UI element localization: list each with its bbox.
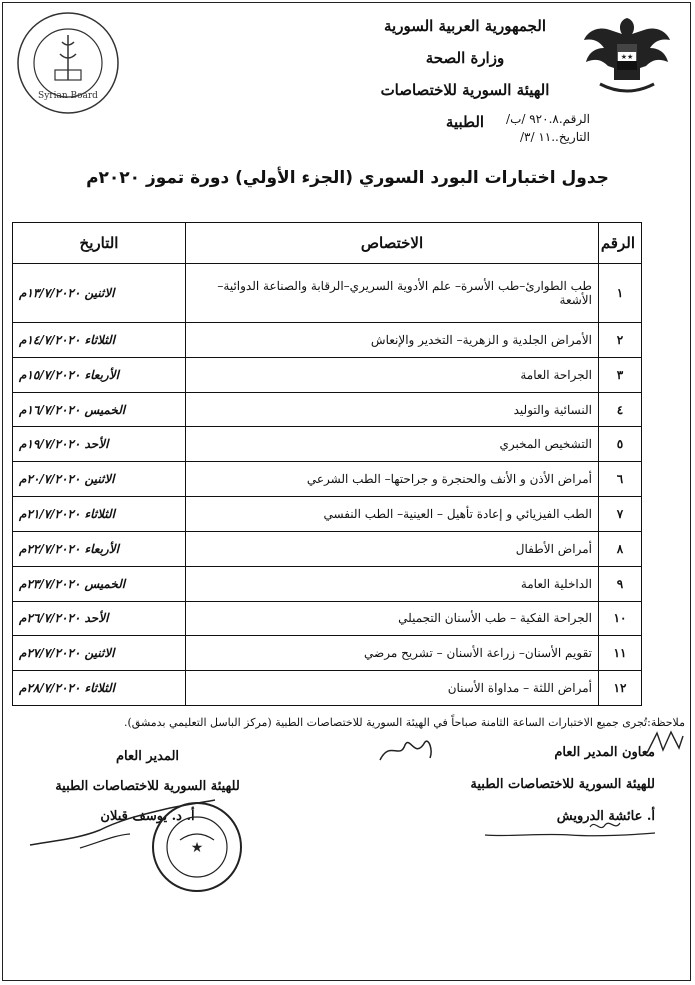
row-number: ١ xyxy=(599,264,642,323)
syrian-eagle-emblem-icon xyxy=(580,8,675,100)
row-number: ٤ xyxy=(599,392,642,427)
table-row xyxy=(13,462,642,497)
row-number: ١٢ xyxy=(599,671,642,706)
table-row xyxy=(13,392,642,427)
director-title: المدير العام xyxy=(115,749,180,764)
row-specialty: طب الطوارئ–طب الأسرة– علم الأدوية السريري–الرقابة والصناعة الدوائية– الأشعة xyxy=(186,264,599,323)
deputy-handwritten-signature-icon xyxy=(480,815,660,845)
exam-schedule-table xyxy=(12,222,642,706)
row-specialty: الجراحة العامة xyxy=(186,357,599,392)
deputy-name: أ. عائشة الدرويش xyxy=(556,809,655,824)
row-date: الأحد ١٩/٧/٢٠٢٠م xyxy=(13,427,186,462)
row-number: ٨ xyxy=(599,531,642,566)
row-date: الأحد ٢٦/٧/٢٠٢٠م xyxy=(13,601,186,636)
reference-date: التاريخ..١١ /٣/ xyxy=(519,130,590,144)
table-row xyxy=(13,601,642,636)
row-date: الأربعاء ٢٢/٧/٢٠٢٠م xyxy=(13,531,186,566)
row-number: ٩ xyxy=(599,566,642,601)
svg-text:★★: ★★ xyxy=(620,53,634,61)
row-date: الثلاثاء ٢٨/٧/٢٠٢٠م xyxy=(13,671,186,706)
header-ministry: وزارة الصحة xyxy=(425,49,505,67)
row-number: ٢ xyxy=(599,323,642,358)
reference-number: الرقم.٩٢٠.٨ /ب/ xyxy=(506,112,590,126)
deputy-signature-icon xyxy=(375,730,435,770)
header-specialty: الاختصاص xyxy=(186,223,599,264)
table-row xyxy=(13,264,642,323)
deputy-title: معاون المدير العام xyxy=(554,745,655,760)
deputy-org: للهيئة السورية للاختصاصات الطبية xyxy=(470,777,655,792)
header-country: الجمهورية العربية السورية xyxy=(384,17,546,35)
row-number: ٧ xyxy=(599,497,642,532)
table-row xyxy=(13,357,642,392)
row-specialty: النسائية والتوليد xyxy=(186,392,599,427)
row-number: ٥ xyxy=(599,427,642,462)
note-text: ملاحظة:تُجرى جميع الاختبارات الساعة الثامنة صباحاً في الهيئة السورية للاختصاصات الطبية (مركز الباسل التعليمي بدمشق). xyxy=(124,716,685,729)
table-row xyxy=(13,323,642,358)
table-row xyxy=(13,497,642,532)
row-specialty: الداخلية العامة xyxy=(186,566,599,601)
row-date: الثلاثاء ١٤/٧/٢٠٢٠م xyxy=(13,323,186,358)
row-specialty: تقويم الأسنان– زراعة الأسنان – تشريح مرضي xyxy=(186,636,599,671)
syrian-board-seal-icon xyxy=(15,10,121,116)
document-title: جدول اختبارات البورد السوري (الجزء الأولي) دورة تموز ٢٠٢٠م xyxy=(86,168,609,188)
row-specialty: أمراض الأطفال xyxy=(186,531,599,566)
svg-text:★: ★ xyxy=(190,840,204,856)
table-row xyxy=(13,427,642,462)
row-specialty: الجراحة الفكية – طب الأسنان التجميلي xyxy=(186,601,599,636)
row-number: ١١ xyxy=(599,636,642,671)
row-specialty: الطب الفيزيائي و إعادة تأهيل – العينية– الطب النفسي xyxy=(186,497,599,532)
row-specialty: التشخيص المخبري xyxy=(186,427,599,462)
header-number: الرقم xyxy=(599,223,642,264)
table-header-row xyxy=(13,223,642,264)
row-number: ٣ xyxy=(599,357,642,392)
director-name: أ. د. يوسف قبلان xyxy=(100,809,195,824)
row-specialty: أمراض الأذن و الأنف والحنجرة و جراحتها– الطب الشرعي xyxy=(186,462,599,497)
row-number: ٦ xyxy=(599,462,642,497)
director-signature-icon xyxy=(20,790,220,860)
table-row xyxy=(13,636,642,671)
row-date: الخميس ٢٣/٧/٢٠٢٠م xyxy=(13,566,186,601)
director-org: للهيئة السورية للاختصاصات الطبية xyxy=(55,779,240,794)
row-date: الخميس ١٦/٧/٢٠٢٠م xyxy=(13,392,186,427)
row-date: الأربعاء ١٥/٧/٢٠٢٠م xyxy=(13,357,186,392)
row-number: ١٠ xyxy=(599,601,642,636)
row-date: الثلاثاء ٢١/٧/٢٠٢٠م xyxy=(13,497,186,532)
header-date: التاريخ xyxy=(13,223,186,264)
initials-scribble-icon xyxy=(645,728,685,758)
row-date: الاثنين ١٣/٧/٢٠٢٠م xyxy=(13,264,186,323)
svg-text:Syrian Board: Syrian Board xyxy=(38,91,98,101)
row-date: الاثنين ٢٧/٧/٢٠٢٠م xyxy=(13,636,186,671)
table-row xyxy=(13,566,642,601)
row-specialty: أمراض اللثة – مداواة الأسنان xyxy=(186,671,599,706)
row-specialty: الأمراض الجلدية و الزهرية– التخدير والإنعاش xyxy=(186,323,599,358)
table-row xyxy=(13,671,642,706)
row-date: الاثنين ٢٠/٧/٢٠٢٠م xyxy=(13,462,186,497)
header-authority: الهيئة السورية للاختصاصات الطبية xyxy=(380,81,550,131)
table-row xyxy=(13,531,642,566)
